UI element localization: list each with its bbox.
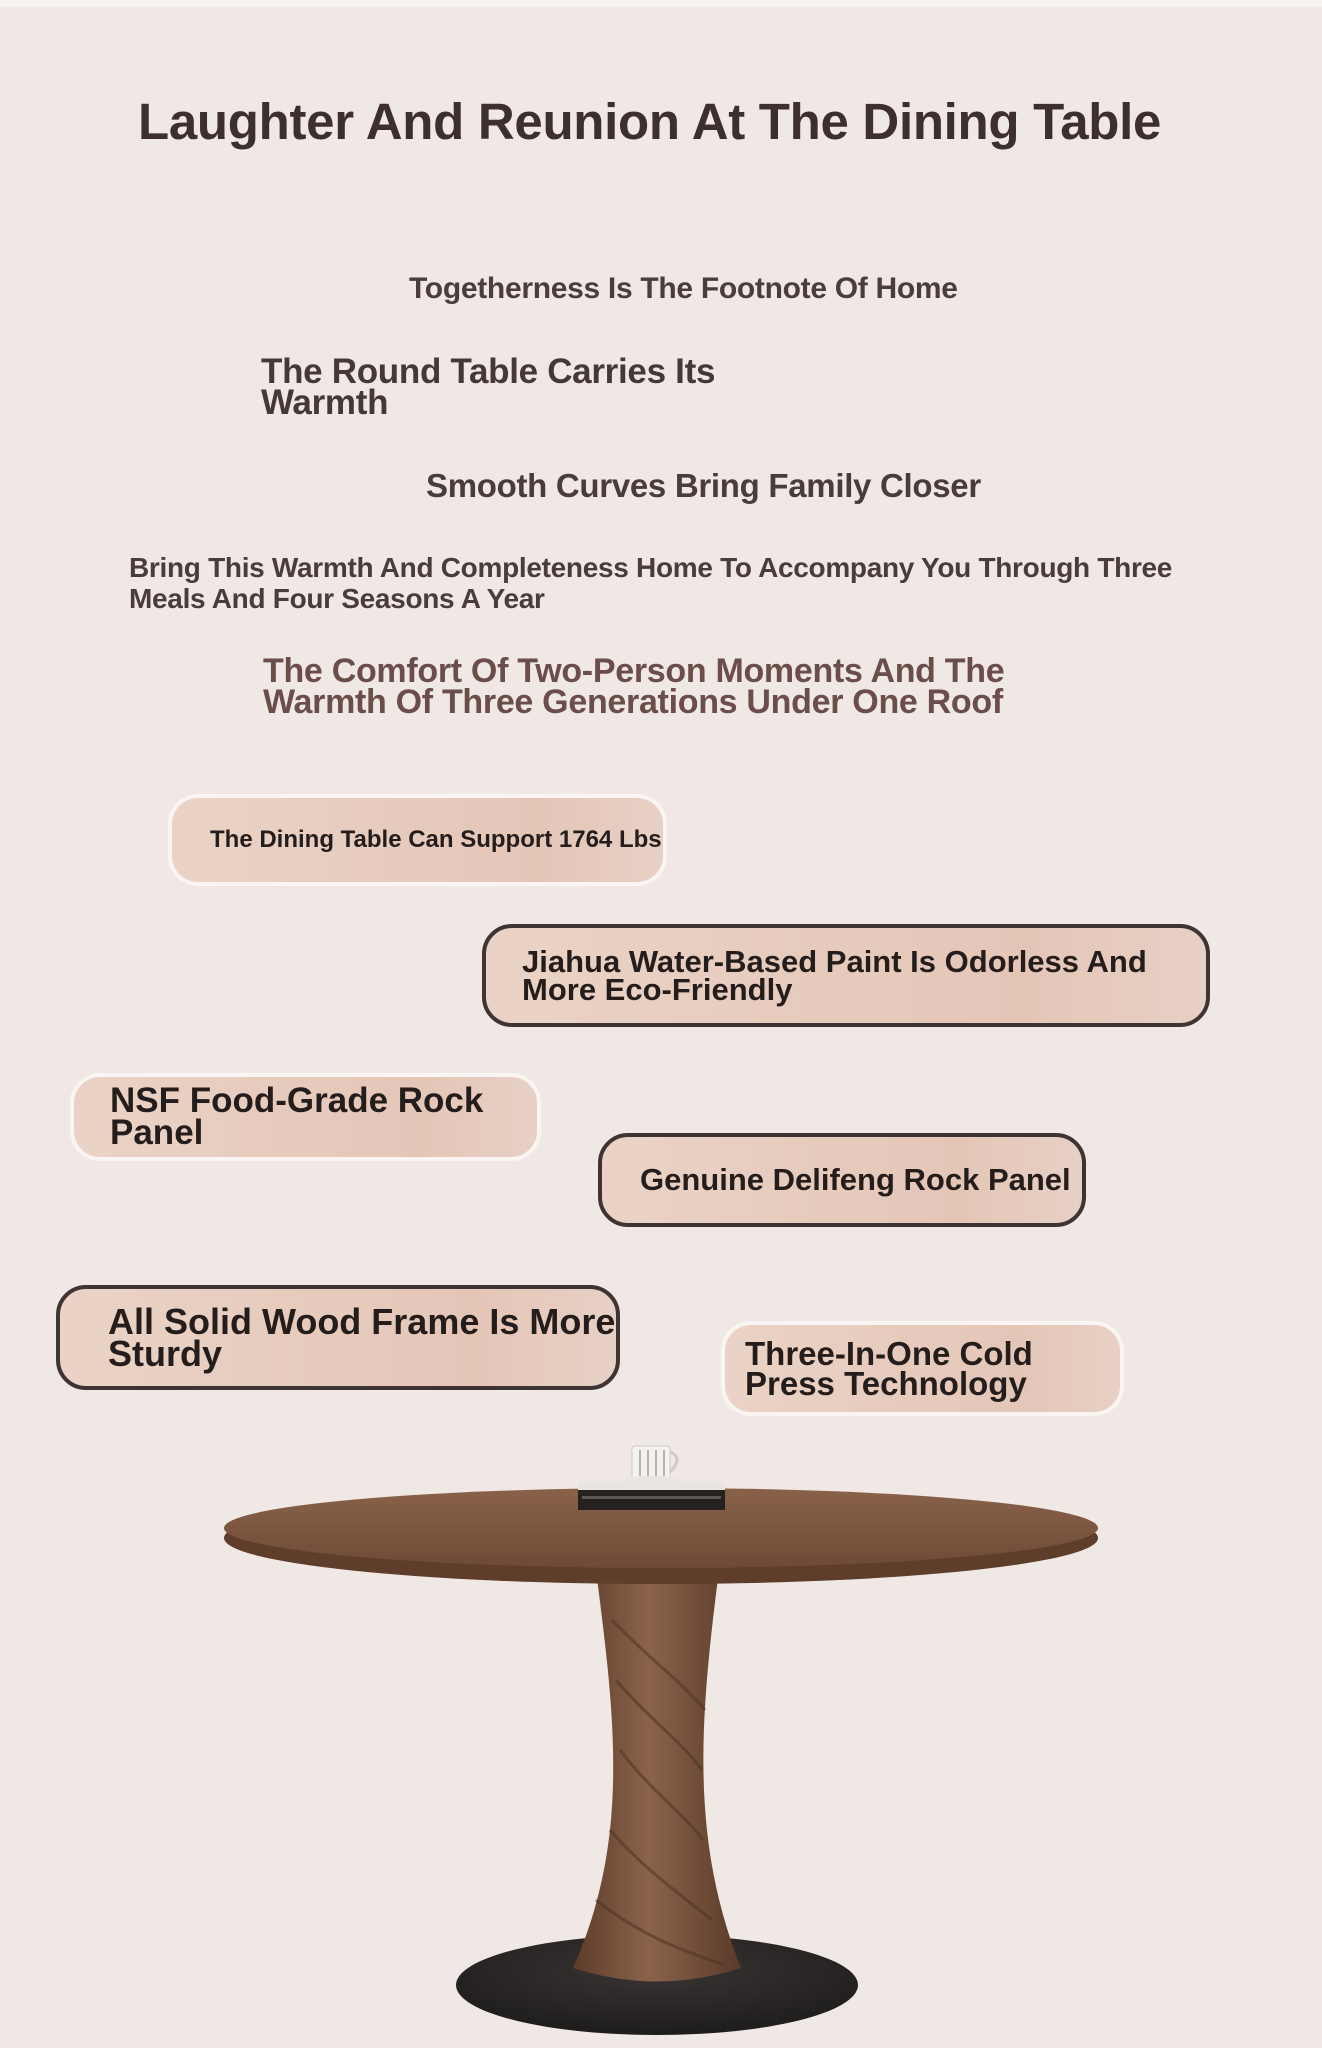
cup-saucer <box>623 1476 679 1486</box>
feature-text: NSF Food-Grade Rock Panel <box>110 1081 484 1152</box>
feature-pill-solid-wood-frame <box>56 1285 620 1390</box>
subtitle-togetherness: Togetherness Is The Footnote Of Home <box>409 272 958 305</box>
feature-text: The Dining Table Can Support 1764 Lbs <box>210 826 662 853</box>
feature-pill-nsf-rock-panel <box>70 1073 541 1161</box>
feature-pill-delifeng-rock-panel <box>598 1133 1086 1227</box>
feature-text: Genuine Delifeng Rock Panel <box>640 1162 1071 1197</box>
feature-text: Jiahua Water-Based Paint Is Odorless And More Eco-Friendly <box>522 943 1147 1007</box>
subtitle-bring-warmth: Bring This Warmth And Completeness Home To Accompany You Through Three Meals And Four Seasons A Year <box>129 552 1173 614</box>
feature-pill-water-based-paint <box>482 924 1210 1027</box>
round-dining-table-illustration <box>0 1420 1322 2048</box>
subtitle-round-table: The Round Table Carries Its Warmth <box>261 352 716 422</box>
feature-pill-load-capacity <box>168 794 667 886</box>
feature-text: All Solid Wood Frame Is More Sturdy <box>108 1300 616 1374</box>
table-pedestal <box>573 1578 741 1982</box>
subtitle-comfort: The Comfort Of Two-Person Moments And The Warmth Of Three Generations Under One Roof <box>263 652 1005 721</box>
feature-pill-cold-press <box>721 1321 1124 1416</box>
page-title: Laughter And Reunion At The Dining Table <box>138 93 1162 150</box>
subtitle-smooth-curves: Smooth Curves Bring Family Closer <box>426 467 981 504</box>
top-edge-strip <box>0 0 1322 7</box>
feature-text: Three-In-One Cold Press Technology <box>745 1334 1033 1402</box>
